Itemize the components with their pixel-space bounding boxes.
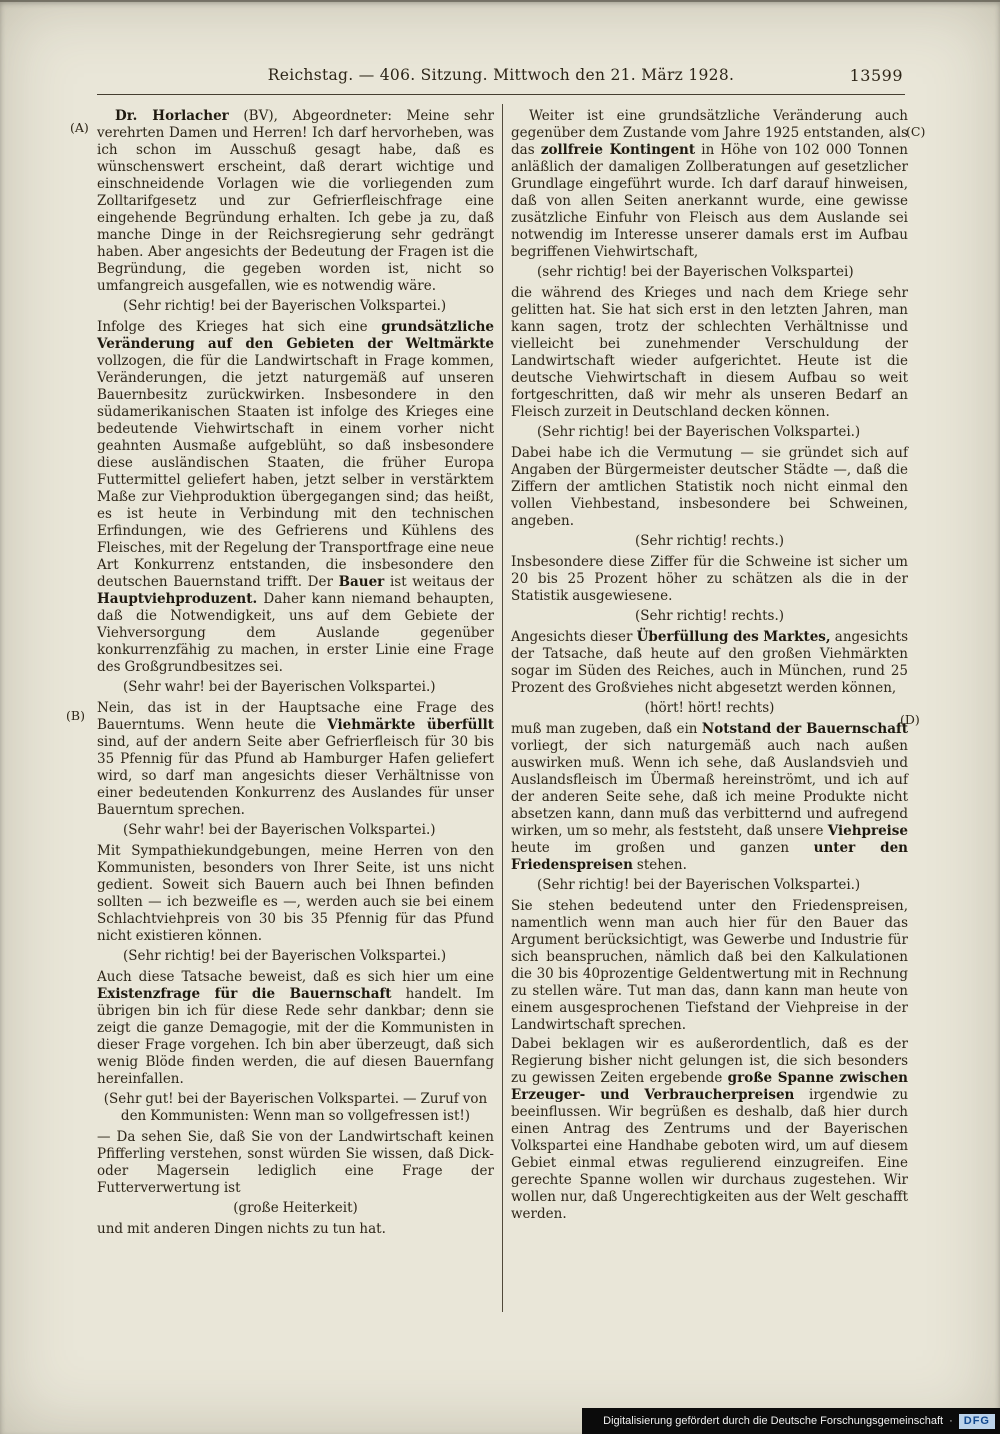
text-segment: (Sehr richtig! bei der Bayerischen Volkspartei.): [123, 298, 447, 314]
paragraph: [511, 629, 908, 697]
paragraph: [511, 554, 908, 605]
text-segment: Auch diese Tatsache beweist, daß es sich hier um eine: [97, 969, 494, 985]
digitization-footer-bar: [582, 1408, 1000, 1434]
bold-text-segment: zollfreie Kontingent: [540, 142, 696, 158]
text-segment: Insbesondere diese Ziffer für die Schweine ist sicher um 20 bis 25 Prozent höher zu schätzen als die in der Statistik ausgewiesene.: [511, 554, 908, 604]
text-segment: die während des Krieges und nach dem Kriege sehr gelitten hat. Sie hat sich erst in den letzten Jahren, man kann sagen, trotz der schlechten Verhältnisse und vielleicht bei zunehmender Verschuldung der Landwirtschaft wieder aufgerichtet. Heute ist die deutsche Viehwirtschaft in diesem Aufbau so weit fortgeschritten, daß wir mehr als unseren Bedarf an Fleisch zurzeit in Deutschland decken können.: [511, 285, 908, 420]
paragraph: [97, 700, 494, 819]
bold-text-segment: Existenzfrage für die Bauernschaft: [97, 986, 392, 1002]
text-segment: irgendwie zu beeinflussen. Wir begrüßen es deshalb, daß hier durch einen Antrag des Zentrums und der Bayerischen Volkspartei eine Handhabe geboten wird, um auf diesem Gebiet einmal etwas regulierend einzugreifen. Eine gerechte Spanne wollen wir durchaus zugestehen. Wir wollen nur, daß Ungerechtigkeiten aus der Welt geschafft werden.: [511, 1087, 909, 1222]
text-segment: (hört! hört! rechts): [644, 700, 775, 716]
paragraph: [97, 843, 494, 945]
digitization-footer-text: Digitalisierung gefördert durch die Deutsche Forschungsgemeinschaft: [603, 1415, 944, 1427]
text-segment: (Sehr richtig! bei der Bayerischen Volkspartei.): [537, 877, 861, 893]
text-segment: in Höhe von 102 000 Tonnen anläßlich der damaligen Zollberatungen auf gesetzlicher Grundlage eingeführt wurde. Ich darf darauf hinweisen, daß von allen Seiten anerkannt wurde, eine gewisse zusätzliche Einfuhr von Fleisch aus dem Auslande sei notwendig im Interesse unserer damals erst im Aufbau begriffenen Viehwirtschaft,: [511, 142, 908, 260]
text-segment: Nein, das ist in der Hauptsache eine Frage des Bauerntums. Wenn heute die: [97, 700, 494, 733]
header-title: Reichstag. — 406. Sitzung. Mittwoch den 21. März 1928.: [267, 66, 735, 84]
bold-text-segment: Notstand der Bauernschaft: [701, 721, 909, 737]
text-segment: (Sehr wahr! bei der Bayerischen Volkspartei.): [123, 679, 436, 695]
text-segment: (große Heiterkeit): [233, 1200, 358, 1216]
text-segment: Dabei beklagen wir es außerordentlich, daß es der Regierung bisher nicht gelungen ist, die sich besonders zu gewissen Zeiten ergebende: [511, 1036, 908, 1086]
text-segment: sind, auf der andern Seite aber Gefrierfleisch für 30 bis 35 Pfennig für das Pfund ab Hamburger Hafen geliefert wird, so darf man angesichts dieser Verhältnisse von einer bedeutenden Konkurrenz des Auslandes für unser Bauerntum sprechen.: [97, 734, 494, 818]
text-segment: (BV), Abgeordneter: Meine sehr verehrten Damen und Herren! Ich darf hervorheben, was ich schon im Ausschuß gesagt habe, daß es wünschenswert erscheint, daß derart wichtige und einschneidende Vorlagen wie die vorliegenden zum Zolltarifgesetz und zur Gefrierfleischfrage eine eingehende Begründung erhalten. Ich gebe ja zu, daß manche Dinge in der Reichsregierung sehr gedrängt haben. Aber angesichts der Bedeutung der Fragen ist die Begründung, die gegeben worden ist, nicht so umfangreich ausgefallen, wie es notwendig wäre.: [97, 108, 494, 294]
text-segment: (Sehr richtig! bei der Bayerischen Volkspartei.): [123, 948, 447, 964]
footer-separator: ·: [949, 1415, 953, 1427]
interjection: [97, 948, 494, 965]
paragraph: [97, 1129, 494, 1197]
text-segment: (Sehr wahr! bei der Bayerischen Volkspartei.): [123, 822, 436, 838]
paragraph: [511, 1036, 908, 1223]
interjection: [511, 700, 908, 717]
margin-label-c: (C): [906, 124, 926, 139]
text-segment: Infolge des Krieges hat sich eine: [97, 319, 382, 335]
margin-label-a: (A): [70, 120, 89, 135]
text-segment: (Sehr richtig! rechts.): [634, 608, 785, 624]
interjection: [97, 298, 494, 315]
text-segment: (Sehr gut! bei der Bayerischen Volkspartei. — Zuruf von den Kommunisten: Wenn man so vollgefressen ist!): [103, 1091, 488, 1124]
header-rule: [97, 94, 905, 95]
bold-text-segment: große Spanne zwischen Erzeuger- und Verbraucherpreisen: [511, 1070, 908, 1103]
text-segment: (Sehr richtig! bei der Bayerischen Volkspartei.): [537, 424, 861, 440]
interjection: [511, 424, 908, 441]
bold-text-segment: Überfüllung des Marktes,: [636, 629, 831, 645]
paragraph: [97, 969, 494, 1088]
dfg-logo: DFG: [959, 1414, 995, 1429]
text-segment: Sie stehen bedeutend unter den Friedenspreisen, namentlich wenn man auch hier für den Bauer das Argument berücksichtigt, was Gewerbe und Industrie für sich beanspruchen, nämlich daß bei den Kalkulationen die 30 bis 40prozentige Geldentwertung mit in Rechnung zu stellen wäre. Tut man das, dann kann man heute von einem ausgesprochenen Tiefstand der Viehpreise in der Landwirtschaft sprechen.: [511, 898, 908, 1033]
text-segment: vorliegt, der sich naturgemäß auch nach außen auswirken muß. Wenn ich sehe, daß Auslandsvieh und Auslandsfleisch im Übermaß hereinströmt, und ich auf der anderen Seite sehe, daß ich meine Produkte nicht absetzen kann, dann muß das verbitternd und aufregend wirken, um so mehr, als feststeht, daß unsere: [511, 738, 908, 839]
page-header: [97, 66, 905, 90]
paragraph: [511, 445, 908, 530]
text-segment: Dabei habe ich die Vermutung — sie gründet sich auf Angaben der Bürgermeister deutscher Städte —, daß die Ziffern der amtlichen Statistik noch nicht einmal den vollen Viehbestand, insbesondere bei Schweinen, angeben.: [511, 445, 908, 529]
text-segment: heute im großen und ganzen: [511, 840, 814, 856]
interjection: [97, 1091, 494, 1125]
bold-text-segment: Dr. Horlacher: [115, 108, 229, 124]
text-segment: (Sehr richtig! rechts.): [634, 533, 785, 549]
bold-text-segment: Hauptviehproduzent.: [97, 591, 258, 607]
interjection: [97, 1200, 494, 1217]
text-segment: stehen.: [632, 857, 687, 873]
text-segment: Daher kann niemand behaupten, daß die Notwendigkeit, uns auf dem Gebiete der Viehversorgung dem Auslande gegenüber konkurrenzfähig zu machen, in erster Linie eine Frage des Großgrundbesitzes sei.: [97, 591, 494, 675]
text-segment: — Da sehen Sie, daß Sie von der Landwirtschaft keinen Pfifferling verstehen, sonst würden Sie wissen, daß Dick- oder Magersein lediglich eine Frage der Futterverwertung ist: [97, 1129, 494, 1196]
text-segment: handelt. Im übrigen bin ich für diese Rede sehr dankbar; denn sie zeigt die ganze Demagogie, mit der die Kommunisten in dieser Frage vorgehen. Ich bin aber überzeugt, daß sich wenig Blöde finden werden, die auf diesen Bauernfang hereinfallen.: [97, 986, 494, 1087]
text-segment: muß man zugeben, daß ein: [511, 721, 702, 737]
text-segment: und mit anderen Dingen nichts zu tun hat.: [97, 1221, 386, 1237]
interjection: [511, 264, 908, 281]
bold-text-segment: grundsätzliche Veränderung auf den Gebieten der Weltmärkte: [97, 319, 494, 352]
bold-text-segment: Bauer: [338, 574, 385, 590]
text-segment: Mit Sympathiekundgebungen, meine Herren von den Kommunisten, besonders von Ihrer Seite, ist uns nicht gedient. Soweit sich Bauern auch bei Ihnen befinden sollten — ich bezweifle es —, werden auch sie bei einem Schlachtviehpreis von 30 bis 35 Pfennig für das Pfund nicht existieren können.: [97, 843, 494, 944]
bold-text-segment: Viehpreise: [827, 823, 908, 839]
interjection: [97, 822, 494, 839]
interjection: [511, 533, 908, 550]
paragraph: [511, 721, 908, 874]
column-divider-rule: [502, 104, 503, 1312]
text-segment: vollzogen, die für die Landwirtschaft in Frage kommen, Veränderungen, die jetzt naturgemäß auf unseren Bauernbesitz zurückwirken. Insbesondere in den südamerikanischen Staaten ist infolge des Krieges eine bedeutende Viehwirtschaft in einem vorher nicht geahnten Ausmaße aufgeblüht, so daß insbesondere diese ausländischen Staaten, die früher Europa Futtermittel geliefert haben, jetzt selber in verstärktem Maße zur Viehproduktion übergegangen sind; das heißt, es ist heute in Verbindung mit den technischen Erfindungen, wie des Gefrierens und Kühlens des Fleisches, mit der Regelung der Transportfrage eine neue Art Konkurrenz entstanden, die insbesondere den deutschen Bauernstand trifft. Der: [97, 353, 494, 590]
bold-text-segment: Viehmärkte überfüllt: [327, 717, 494, 733]
scan-edge: [0, 0, 1000, 2]
paragraph: [97, 1221, 494, 1238]
right-text-column: [511, 108, 908, 1225]
left-text-column: [97, 108, 494, 1240]
paragraph: [97, 108, 494, 295]
margin-label-d: (D): [900, 712, 920, 727]
paragraph: [511, 108, 908, 261]
text-segment: ist weitaus der: [384, 574, 494, 590]
text-segment: Weiter ist eine grundsätzliche Veränderung auch gegenüber dem Zustande vom Jahre 1925 entstanden, als das: [511, 108, 908, 158]
paragraph: [511, 285, 908, 421]
margin-label-b: (B): [66, 708, 85, 723]
page-number: 13599: [849, 66, 903, 85]
interjection: [511, 608, 908, 625]
interjection: [97, 679, 494, 696]
text-segment: Angesichts dieser: [511, 629, 637, 645]
paragraph: [511, 898, 908, 1034]
interjection: [511, 877, 908, 894]
text-segment: (sehr richtig! bei der Bayerischen Volkspartei): [537, 264, 854, 280]
paragraph: [97, 319, 494, 676]
text-segment: angesichts der Tatsache, daß heute auf den großen Viehmärkten sogar im Süden des Reiches, auch in München, rund 25 Prozent des Großviehes nicht abgesetzt werden können,: [511, 629, 909, 696]
bold-text-segment: unter den Friedenspreisen: [511, 840, 908, 873]
